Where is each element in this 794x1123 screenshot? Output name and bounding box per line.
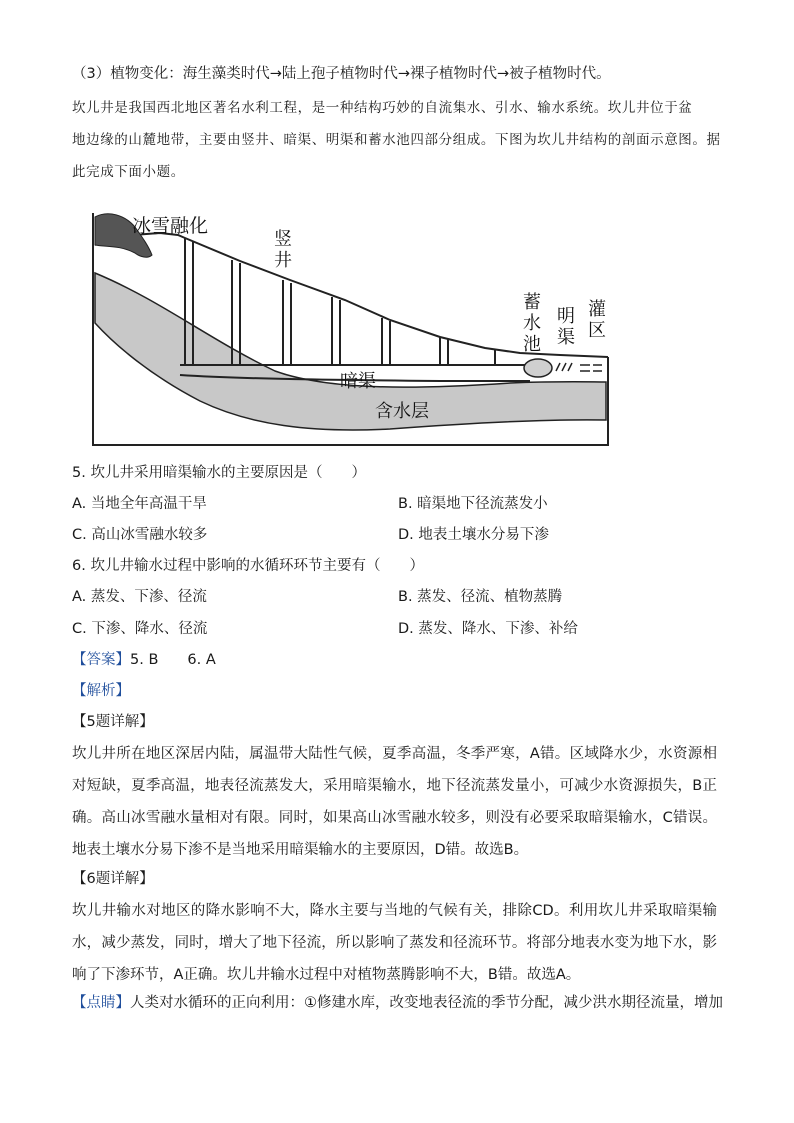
label-irrigation-2: 区 bbox=[588, 320, 606, 341]
label-snowmelt: 冰雪融化 bbox=[132, 215, 209, 237]
open-channel-marks bbox=[556, 363, 602, 371]
point-line bbox=[72, 993, 723, 1013]
label-open-channel-1: 明 bbox=[557, 306, 575, 327]
point-tag: 【点睛】 bbox=[72, 995, 130, 1011]
reservoir bbox=[524, 359, 552, 377]
q5-stem: 5. 坎儿井采用暗渠输水的主要原因是（ ） bbox=[72, 465, 366, 481]
q5-option-c: C. 高山冰雪融水较多 bbox=[72, 527, 208, 543]
header-line: （3）植物变化：海生藻类时代→陆上孢子植物时代→裸子植物时代→被子植物时代。 bbox=[72, 66, 611, 82]
karez-cross-section-diagram bbox=[90, 205, 615, 450]
label-aquifer: 含水层 bbox=[375, 401, 429, 422]
q6-option-c: C. 下渗、降水、径流 bbox=[72, 621, 208, 637]
label-open-channel-2: 渠 bbox=[557, 327, 575, 348]
point-text: 人类对水循环的正向利用：①修建水库，改变地表径流的季节分配，减少洪水期径流量，增加 bbox=[130, 995, 723, 1011]
intro-line-3: 此完成下面小题。 bbox=[72, 164, 185, 180]
answer-text: 5. B 6. A bbox=[130, 652, 216, 668]
label-irrigation-1: 灌 bbox=[588, 299, 606, 320]
label-shaft-2: 井 bbox=[274, 250, 292, 271]
detail5-tag: 【5题详解】 bbox=[72, 714, 154, 730]
detail6-text: 坎儿井输水对地区的降水影响不大，降水主要与当地的气候有关，排除CD。利用坎儿井采取暗渠输水，减少蒸发，同时，增大了地下径流，所以影响了蒸发和径流环节。将部分地表水变为地下水，影响了下渗环节，A正确。坎儿井输水过程中对植物蒸腾影响不大，B错。故选A。 bbox=[72, 903, 717, 983]
q6-option-b: B. 蒸发、径流、植物蒸腾 bbox=[398, 589, 563, 605]
label-underground-channel: 暗渠 bbox=[340, 371, 376, 392]
label-pool-2: 水 bbox=[523, 313, 541, 334]
detail5-text: 坎儿井所在地区深居内陆，属温带大陆性气候，夏季高温，冬季严寒，A错。区域降水少，水资源相对短缺，夏季高温，地表径流蒸发大，采用暗渠输水，地下径流蒸发量小，可减少水资源损失，B正确。高山冰雪融水量相对有限。同时，如果高山冰雪融水较多，则没有必要采取暗渠输水，C错误。地表土壤水分易下渗不是当地采用暗渠输水的主要原因，D错。故选B。 bbox=[72, 746, 717, 858]
q6-option-d: D. 蒸发、降水、下渗、补给 bbox=[398, 621, 578, 637]
label-pool-1: 蓄 bbox=[523, 292, 541, 313]
label-pool-3: 池 bbox=[523, 334, 541, 355]
q6-stem: 6. 坎儿井输水过程中影响的水循环环节主要有（ ） bbox=[72, 558, 424, 574]
answer-line bbox=[72, 650, 216, 670]
analysis-tag: 【解析】 bbox=[72, 683, 130, 699]
detail6-tag: 【6题详解】 bbox=[72, 871, 154, 887]
label-shaft-1: 竖 bbox=[274, 229, 292, 250]
intro-line-2: 地边缘的山麓地带，主要由竖井、暗渠、明渠和蓄水池四部分组成。下图为坎儿井结构的剖面示意图。据 bbox=[72, 132, 721, 148]
intro-line-1: 坎儿井是我国西北地区著名水利工程，是一种结构巧妙的自流集水、引水、输水系统。坎儿井位于盆 bbox=[72, 100, 693, 116]
q5-option-d: D. 地表土壤水分易下渗 bbox=[398, 527, 549, 543]
answer-tag: 【答案】 bbox=[72, 652, 130, 668]
q5-option-a: A. 当地全年高温干旱 bbox=[72, 496, 207, 512]
q5-option-b: B. 暗渠地下径流蒸发小 bbox=[398, 496, 548, 512]
q6-option-a: A. 蒸发、下渗、径流 bbox=[72, 589, 207, 605]
